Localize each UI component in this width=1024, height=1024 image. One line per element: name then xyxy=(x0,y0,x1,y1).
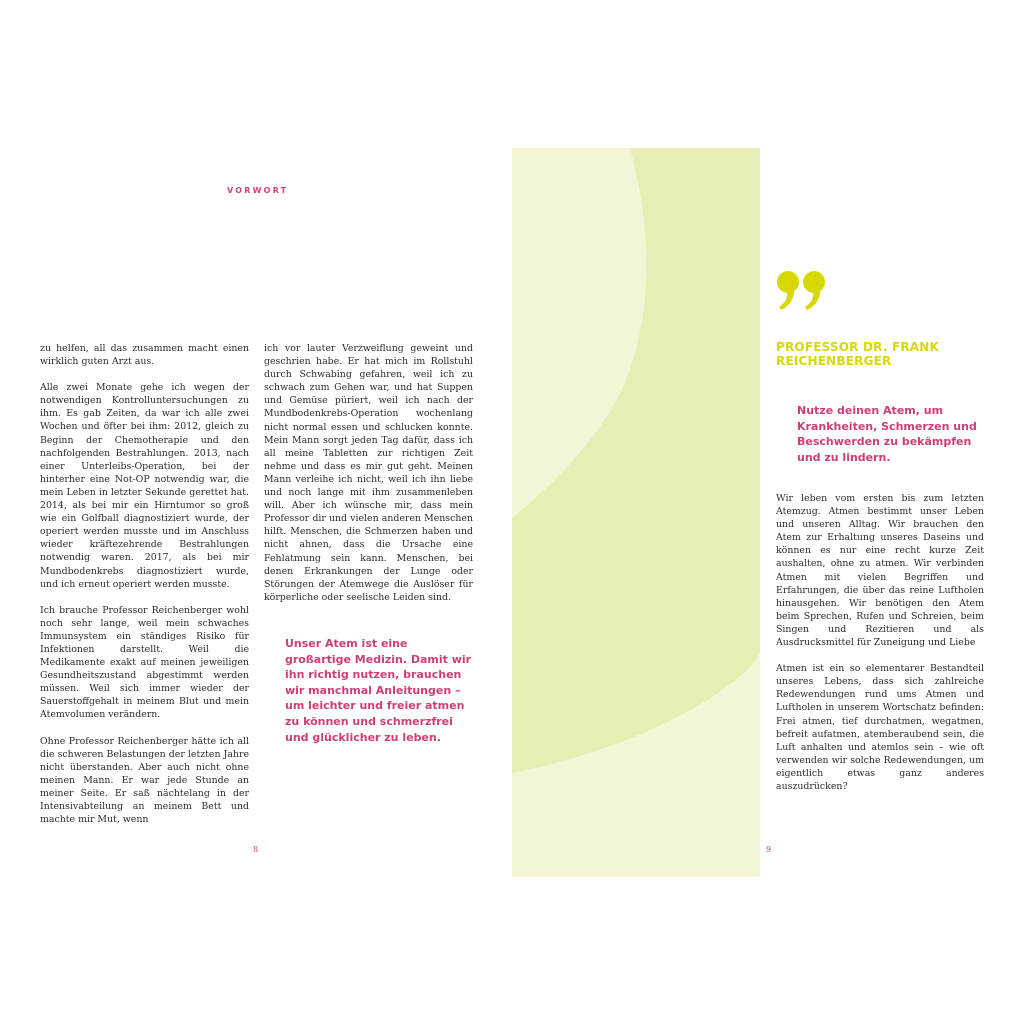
paragraph: Wir leben vom ersten bis zum letzten Atemzug. Atmen bestimmt unser Leben und unseren Alltag. Wir brauchen den Atem zur Erhaltung unseres Daseins und können es nur eine recht kurze Zeit aushalten, ohne zu atmen. Wir verbinden Atmen mit vielen Begriffen und Erfahrungen, die über das reine Luftholen hinausgehen. Wir benötigen den Atem beim Sprechen, Rufen und Schreien, beim Singen und Rezitieren und als Ausdrucksmittel für Zuneigung und Liebe xyxy=(776,493,984,649)
left-column-2 xyxy=(264,342,473,617)
left-column-1 xyxy=(40,342,249,839)
paragraph: Alle zwei Monate gehe ich wegen der notwendigen Kontrolluntersuchungen zu ihm. Es gab Zeiten, da war ich alle zwei Wochen und öfter bei ihm: 2012, gleich zu Beginn der Chemotherapie und den nachfolgenden Bestrahlungen. 2013, nach einer Unterleibs-Operation, bei der hinterher eine Not-OP notwendig war, die mein Leben in letzter Sekunde gerettet hat. 2014, als bei mir ein Hirntumor so groß wie ein Golfball diagnostiziert wurde, der operiert werden musste und im Anschluss wieder kräftezehrende Bestrahlungen notwendig waren. 2017, als bei mir Mundbodenkrebs diagnostiziert wurde, und ich erneut operiert werden musste. xyxy=(40,382,249,590)
pull-quote-right: Nutze deinen Atem, um Krankheiten, Schmerzen und Beschwerden zu bekämpfen und zu lindern. xyxy=(797,404,977,464)
pull-quote-left: Unser Atem ist eine großartige Medizin. Damit wir ihn richtig nutzen, brauchen wir manchmal Anleitungen – um leichter und freier atmen zu können und schmerzfrei und glücklicher zu leben. xyxy=(285,637,472,744)
paragraph: Ohne Professor Reichenberger hätte ich all die schweren Belastungen der letzten Jahre nicht überstanden. Aber auch nicht ohne meinen Mann. Er war jede Stunde an meiner Seite. Er saß nächtelang in der Intensivabteilung an meinem Bett und machte mir Mut, wenn xyxy=(40,735,249,826)
paragraph: ich vor lauter Verzweiflung geweint und geschrien habe. Er hat mich im Rollstuhl durch Schwabing gefahren, weil ich zu schwach zum Gehen war, und hat Suppen und Gemüse püriert, weil ich nach der Mundbodenkrebs-Operation wochenlang nicht normal essen und schlucken konnte. Mein Mann sorgt jeden Tag dafür, dass ich all meine Tabletten zur richtigen Zeit nehme und dass es mir gut geht. Meinen Mann verleihe ich nicht, weil ich ihn liebe und noch lange mit ihm zusammenleben will. Aber ich wünsche mir, dass mein Professor dir und vielen anderen Menschen hilft. Menschen, die Schmerzen haben und nicht ahnen, dass die Ursache eine Fehlatmung sein kann. Menschen, bei denen Erkrankungen der Lunge oder Störungen der Atemwege die Auslöser für körperliche oder seelische Leiden sind. xyxy=(264,343,473,603)
paragraph: Ich brauche Professor Reichenberger wohl noch sehr lange, weil mein schwaches Immunsystem ein ständiges Risiko für Infektionen darstellt. Weil die Medikamente exakt auf meinen jeweiligen Gesundheitszustand abgestimmt werden müssen. Weil sich immer wieder der Sauerstoffgehalt in meinem Blut und mein Atemvolumen verändern. xyxy=(40,604,249,721)
right-column xyxy=(776,492,984,806)
paragraph: Atmen ist ein so elementarer Bestandteil unseres Lebens, dass sich zahlreiche Redewendungen rund ums Atmen und Luftholen in unserem Wortschatz befinden: Frei atmen, tief durchatmen, wegatmen, befreit aufatmen, atemberaubend sein, die Luft anhalten und atemlos sein – wie oft verwenden wir solche Redewendungen, um eigentlich etwas ganz anderes auszudrücken? xyxy=(776,663,984,792)
page-number-right: 9 xyxy=(766,845,772,854)
paragraph: zu helfen, all das zusammen macht einen wirklich guten Arzt aus. xyxy=(40,343,249,368)
page-number-left: 8 xyxy=(253,845,259,854)
decorative-tint-band xyxy=(512,148,760,877)
running-head: VORWORT xyxy=(227,186,289,195)
author-heading: PROFESSOR DR. FRANK REICHENBERGER xyxy=(776,340,940,368)
quotation-mark-icon xyxy=(775,268,829,312)
